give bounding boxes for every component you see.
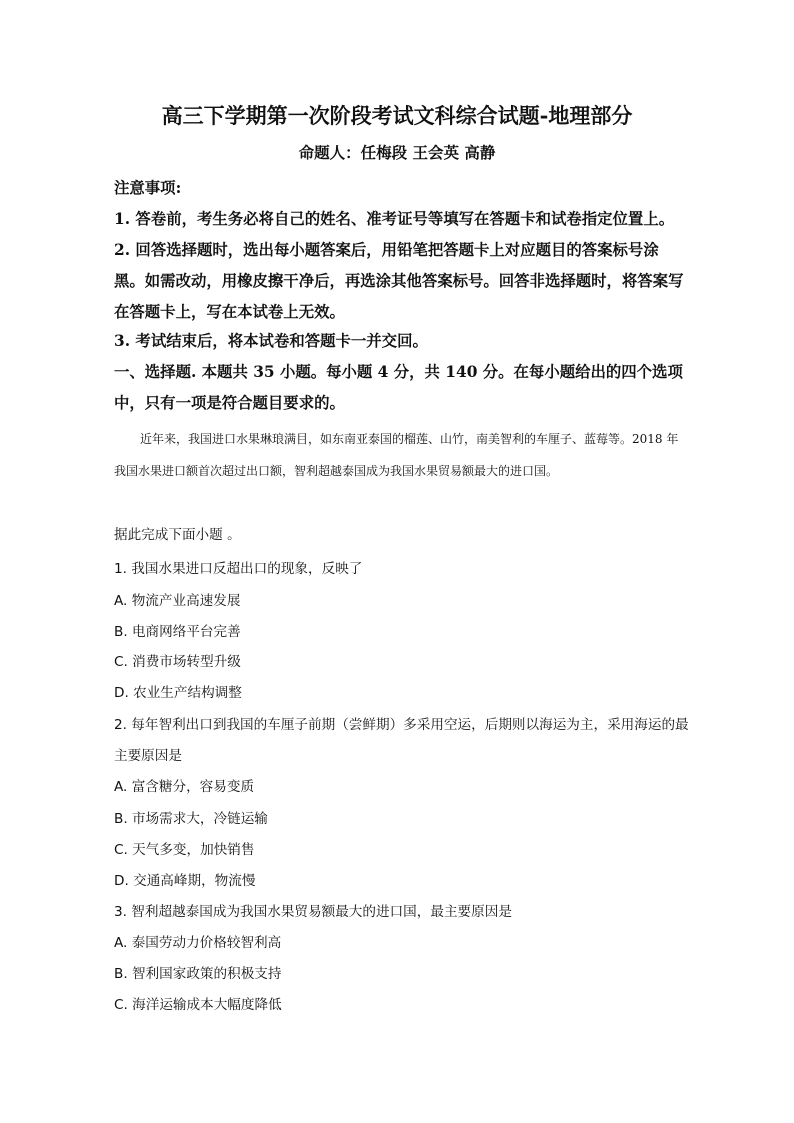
question-3-option-b: B. 智利国家政策的积极支持 xyxy=(114,966,282,982)
question-3-option-c: C. 海洋运输成本大幅度降低 xyxy=(114,997,282,1013)
question-1-stem: 1. 我国水果进口反超出口的现象，反映了 xyxy=(114,561,363,577)
notes-heading: 注意事项: xyxy=(114,179,182,197)
question-2-option-c: C. 天气多变，加快销售 xyxy=(114,842,255,858)
question-1-option-a: A. 物流产业高速发展 xyxy=(114,593,241,609)
authors-line: 命题人：任梅段 王会英 高静 xyxy=(298,143,496,162)
question-2-option-b: B. 市场需求大，冷链运输 xyxy=(114,811,268,827)
note-item-1: 1. 答卷前，考生务必将自己的姓名、准考证号等填写在答题卡和试卷指定位置上。 xyxy=(114,210,675,228)
question-2-option-d: D. 交通高峰期，物流慢 xyxy=(114,873,256,889)
note-item-3: 3. 考试结束后，将本试卷和答题卡一并交回。 xyxy=(114,332,428,350)
note-item-2: 2. 回答选择题时，选出每小题答案后，用铅笔把答题卡上对应题目的答案标号涂黑。如需改动，用橡皮擦干净后，再选涂其他答案标号。回答非选择题时，将答案写在答题卡上，写在本试卷上无效。 xyxy=(114,241,684,321)
reading-passage: 近年来，我国进口水果琳琅满目，如东南亚泰国的榴莲、山竹，南美智利的车厘子、蓝莓等。2018 年我国水果进口额首次超过出口额，智利超越泰国成为我国水果贸易额最大的进口国。 xyxy=(114,432,679,478)
page-title: 高三下学期第一次阶段考试文科综合试题-地理部分 xyxy=(161,103,633,128)
question-3-stem: 3. 智利超越泰国成为我国水果贸易额最大的进口国，最主要原因是 xyxy=(114,904,512,920)
question-1-option-b: B. 电商网络平台完善 xyxy=(114,624,241,640)
question-3-option-a: A. 泰国劳动力价格较智利高 xyxy=(114,935,282,951)
question-2-stem: 2. 每年智利出口到我国的车厘子前期（尝鲜期）多采用空运，后期则以海运为主，采用海运的最主要原因是 xyxy=(114,717,689,764)
question-2-option-a: A. 富含糖分，容易变质 xyxy=(114,779,255,795)
section-heading: 一、选择题. 本题共 35 小题。每小题 4 分，共 140 分。在每小题给出的四个选项中，只有一项是符合题目要求的。 xyxy=(114,363,683,412)
question-1-option-d: D. 农业生产结构调整 xyxy=(114,685,242,701)
instruction-text: 据此完成下面小题 。 xyxy=(114,527,241,543)
question-1-option-c: C. 消费市场转型升级 xyxy=(114,654,241,670)
